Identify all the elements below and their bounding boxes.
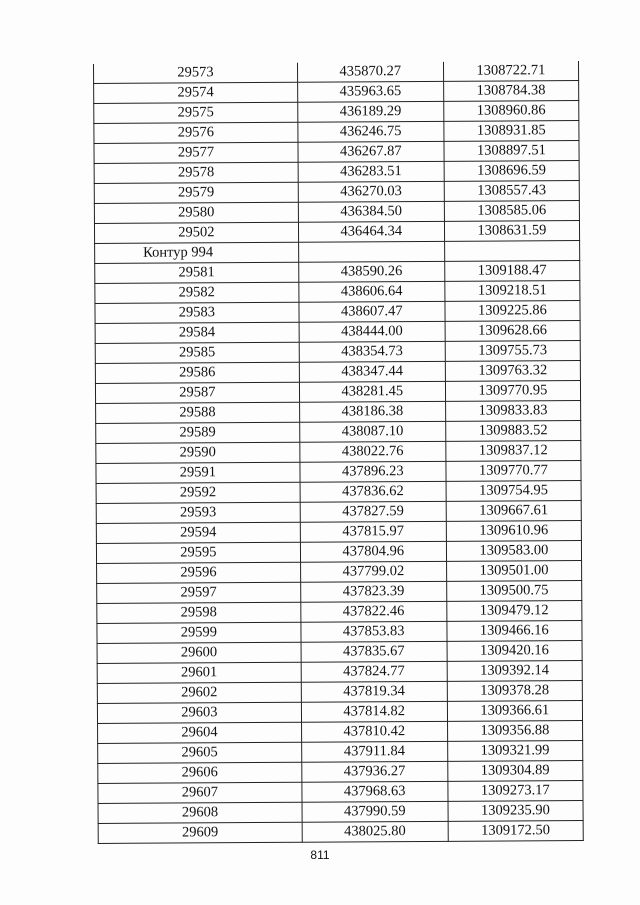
y-coordinate-cell: 1309501.00 [446,561,581,582]
x-coordinate-cell: 436246.75 [298,121,444,142]
y-coordinate-cell: 1309883.52 [445,421,580,442]
y-coordinate-cell: 1309225.86 [445,301,580,322]
point-number-cell: 29582 [95,282,299,303]
y-coordinate-cell: 1308897.51 [444,141,579,162]
y-coordinate-cell: 1309479.12 [447,601,582,622]
x-coordinate-cell: 437836.62 [300,481,446,502]
table-row [97,701,582,724]
table-row [95,281,580,304]
y-coordinate-cell: 1309763.32 [445,361,580,382]
point-number-cell: 29606 [98,762,302,783]
table-row [95,321,580,344]
y-coordinate-cell: 1309218.51 [445,281,580,302]
x-coordinate-cell: 437814.82 [301,701,447,722]
table-row [95,261,580,284]
y-coordinate-cell: 1309172.50 [448,821,583,842]
point-number-cell: 29583 [95,302,299,323]
table-row [96,501,581,524]
table-row [98,801,583,824]
y-coordinate-cell: 1309583.00 [446,541,581,562]
y-coordinate-cell: 1309770.95 [445,381,580,402]
x-coordinate-cell: 438022.76 [300,441,446,462]
point-number-cell: 29574 [94,82,298,103]
x-coordinate-cell: 437827.59 [300,501,446,522]
y-coordinate-cell: 1308931.85 [444,121,579,142]
y-coordinate-cell: 1308585.06 [444,201,579,222]
y-coordinate-cell: 1309833.83 [445,401,580,422]
point-number-cell: 29596 [97,562,301,583]
point-number-cell: 29575 [94,102,298,123]
x-coordinate-cell: 436464.34 [298,221,444,242]
table-row [97,601,582,624]
page-number: 811 [310,848,330,862]
y-coordinate-cell: 1309466.16 [447,621,582,642]
table-row [96,461,581,484]
x-coordinate-cell: 437824.77 [301,661,447,682]
x-coordinate-cell: 436283.51 [298,161,444,182]
table-row [94,141,579,164]
point-number-cell: 29608 [98,802,302,823]
x-coordinate-cell: 435870.27 [297,62,443,82]
point-number-cell: 29595 [96,542,300,563]
y-coordinate-cell: 1309420.16 [447,641,582,662]
y-coordinate-cell: 1309754.95 [446,481,581,502]
x-coordinate-cell: 437835.67 [301,641,447,662]
x-coordinate-cell: 437823.39 [300,581,446,602]
coordinates-table-body [93,61,583,843]
x-coordinate-cell: 436384.50 [298,201,444,222]
x-coordinate-cell: 437819.34 [301,681,447,702]
point-number-cell: 29576 [94,122,298,143]
x-coordinate-cell: 438087.10 [299,421,445,442]
point-number-cell: 29578 [94,162,298,183]
x-coordinate-cell: 437896.23 [300,461,446,482]
contour-label: Контур 994 [95,242,299,263]
y-coordinate-cell: 1308557.43 [444,181,579,202]
x-coordinate-cell: 437810.42 [301,721,447,742]
coordinates-table [93,61,584,844]
x-coordinate-cell: 438444.00 [299,321,445,342]
x-coordinate-cell: 437990.59 [302,801,448,822]
x-coordinate-cell: 437822.46 [301,601,447,622]
point-number-cell: 29594 [96,522,300,543]
y-coordinate-cell: 1309356.88 [447,721,582,742]
point-number-cell: 29585 [95,342,299,363]
point-number-cell: 29581 [95,262,299,283]
point-number-cell: 29579 [94,182,298,203]
point-number-cell: 29584 [95,322,299,343]
table-row [96,481,581,504]
y-coordinate-cell: 1308784.38 [443,81,578,102]
x-coordinate-cell: 438281.45 [299,381,445,402]
empty-cell [444,241,579,262]
x-coordinate-cell: 435963.65 [297,81,443,102]
table-row [95,301,580,324]
table-row [96,521,581,544]
x-coordinate-cell: 437968.63 [302,781,448,802]
table-row [98,721,583,744]
point-number-cell: 29599 [97,622,301,643]
point-number-cell: 29600 [97,642,301,663]
table-row [98,741,583,764]
table-row [97,581,582,604]
table-row [95,341,580,364]
y-coordinate-cell: 1308696.59 [444,161,579,182]
y-coordinate-cell: 1308631.59 [444,221,579,242]
point-number-cell: 29603 [97,702,301,723]
table-row [97,641,582,664]
table-row [93,61,578,83]
x-coordinate-cell: 437853.83 [301,621,447,642]
table-row [97,681,582,704]
point-number-cell: 29577 [94,142,298,163]
table-row [94,101,579,124]
point-number-cell: 29590 [96,442,300,463]
point-number-cell: 29589 [96,422,300,443]
point-number-cell: 29598 [97,602,301,623]
table-row [96,441,581,464]
table-row [94,201,579,224]
table-row [94,221,579,244]
table-row [97,561,582,584]
point-number-cell: 29586 [95,362,299,383]
table-row [96,541,581,564]
y-coordinate-cell: 1308960.86 [443,101,578,122]
point-number-cell: 29588 [96,402,300,423]
x-coordinate-cell: 437815.97 [300,521,446,542]
table-row [94,121,579,144]
y-coordinate-cell: 1309378.28 [447,681,582,702]
y-coordinate-cell: 1309667.61 [446,501,581,522]
table-row [97,621,582,644]
table-row [98,781,583,804]
y-coordinate-cell: 1309610.96 [446,521,581,542]
x-coordinate-cell: 438606.64 [299,281,445,302]
point-number-cell: 29607 [98,782,302,803]
table-row [97,661,582,684]
y-coordinate-cell: 1309770.77 [446,461,581,482]
y-coordinate-cell: 1309837.12 [446,441,581,462]
x-coordinate-cell: 437911.84 [301,741,447,762]
table-row [95,381,580,404]
table-row [98,761,583,784]
point-number-cell: 29604 [98,722,302,743]
point-number-cell: 29580 [94,202,298,223]
y-coordinate-cell: 1309500.75 [446,581,581,602]
point-number-cell: 29605 [98,742,302,763]
y-coordinate-cell: 1309321.99 [447,741,582,762]
point-number-cell: 29593 [96,502,300,523]
x-coordinate-cell: 436189.29 [297,101,443,122]
x-coordinate-cell: 436270.03 [298,181,444,202]
table-row [94,181,579,204]
x-coordinate-cell: 438025.80 [302,821,448,842]
point-number-cell: 29591 [96,462,300,483]
point-number-cell: 29587 [95,382,299,403]
x-coordinate-cell: 438607.47 [299,301,445,322]
point-number-cell: 29592 [96,482,300,503]
point-number-cell: 29609 [98,822,302,843]
y-coordinate-cell: 1309273.17 [448,781,583,802]
x-coordinate-cell: 437804.96 [300,541,446,562]
empty-cell [298,241,444,262]
y-coordinate-cell: 1309188.47 [444,261,579,282]
y-coordinate-cell: 1309304.89 [448,761,583,782]
x-coordinate-cell: 438186.38 [299,401,445,422]
table-row [94,161,579,184]
table-row [96,401,581,424]
x-coordinate-cell: 438354.73 [299,341,445,362]
x-coordinate-cell: 436267.87 [298,141,444,162]
table-row [98,821,583,844]
y-coordinate-cell: 1309366.61 [447,701,582,722]
point-number-cell: 29602 [97,682,301,703]
point-number-cell: 29601 [97,662,301,683]
y-coordinate-cell: 1309755.73 [445,341,580,362]
y-coordinate-cell: 1309392.14 [447,661,582,682]
x-coordinate-cell: 438347.44 [299,361,445,382]
table-row [96,421,581,444]
table-row [95,361,580,384]
x-coordinate-cell: 438590.26 [298,261,444,282]
y-coordinate-cell: 1309628.66 [445,321,580,342]
y-coordinate-cell: 1309235.90 [448,801,583,822]
x-coordinate-cell: 437799.02 [300,561,446,582]
table-row [94,81,579,104]
point-number-cell: 29573 [93,63,297,84]
y-coordinate-cell: 1308722.71 [443,61,578,81]
point-number-cell: 29502 [94,222,298,243]
x-coordinate-cell: 437936.27 [302,761,448,782]
point-number-cell: 29597 [97,582,301,603]
